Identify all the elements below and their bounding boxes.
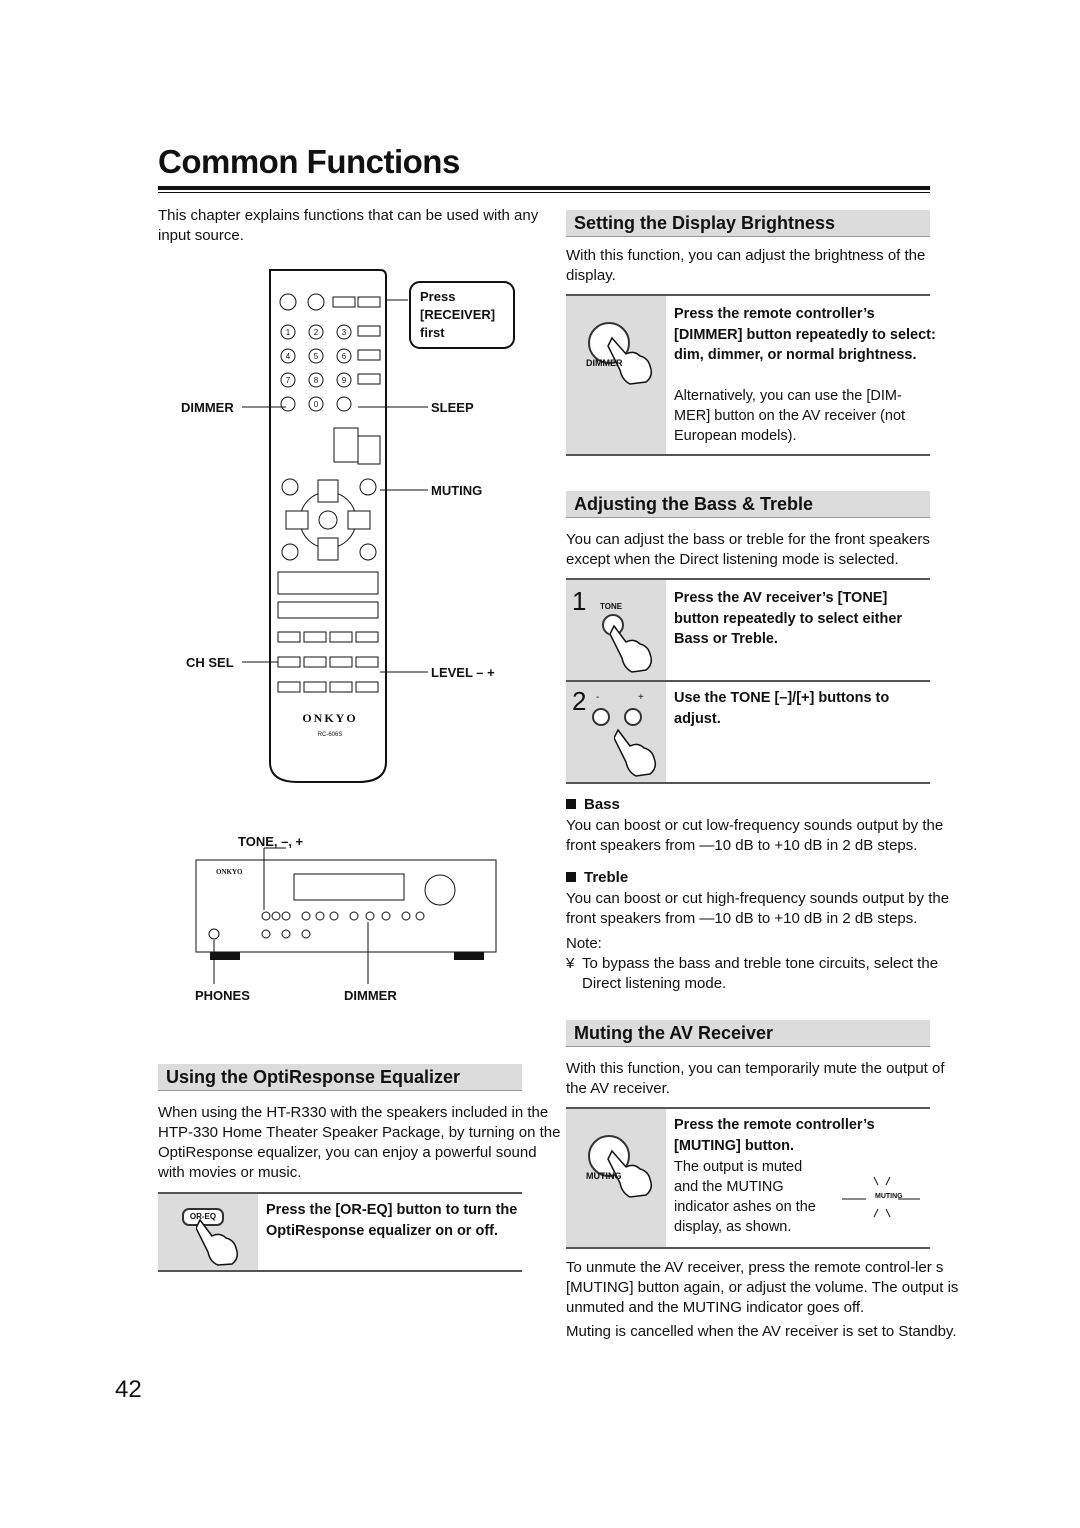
- svg-text:8: 8: [313, 376, 319, 385]
- or-eq-button-illustration: [158, 1194, 258, 1270]
- label-tone: TONE, –, +: [238, 834, 304, 849]
- treble-heading-text: Treble: [584, 869, 629, 886]
- tone-minus-button-icon: [592, 708, 610, 726]
- brightness-step-note: Alternatively, you can use the [DIM-MER] button on the AV receiver (not European models).: [674, 388, 906, 444]
- muting-outro: To unmute the AV receiver, press the remote control-ler s [MUTING] button again, or adjust the volume. The output is unmuted and the MUTING indicator goes off.: [566, 1259, 959, 1316]
- svg-text:9: 9: [341, 376, 347, 385]
- section-heading-brightness: Setting the Display Brightness: [566, 210, 930, 237]
- muting-button-illustration: [566, 1109, 666, 1247]
- pointing-hand-icon: [610, 622, 660, 674]
- svg-text:7: 7: [285, 376, 291, 385]
- svg-text:1: 1: [285, 328, 291, 337]
- brightness-step-instruction: Press the remote controller’s [DIMMER] button repeatedly to select: dim, dimmer, or normal brightness.: [674, 306, 936, 363]
- title-rule: [158, 186, 930, 190]
- bass-heading-text: Bass: [584, 796, 620, 813]
- treble-heading: [566, 869, 628, 886]
- remote-enter-button: [319, 511, 337, 529]
- label-muting: MUTING: [431, 483, 483, 498]
- optiresponse-step: [158, 1192, 522, 1272]
- muting-icon-label: MUTING: [586, 1171, 622, 1181]
- svg-text:6: 6: [341, 352, 347, 361]
- or-eq-button-icon: OR-EQ: [182, 1208, 224, 1226]
- press-line-2: [RECEIVER]: [420, 307, 496, 322]
- press-line-1: Press: [420, 289, 456, 304]
- square-bullet-icon: [566, 799, 576, 809]
- pointing-hand-icon: [196, 1216, 246, 1266]
- label-phones: PHONES: [195, 988, 250, 1003]
- bass-treble-steps: [566, 578, 930, 784]
- svg-text:RC-606S: RC-606S: [317, 732, 343, 738]
- brightness-step: [566, 294, 936, 456]
- label-ch-sel: CH SEL: [186, 655, 234, 670]
- note-heading: Note:: [566, 935, 602, 952]
- page-number: 42: [115, 1376, 142, 1403]
- square-bullet-icon: [566, 872, 576, 882]
- tone-plus-button-icon: [624, 708, 642, 726]
- note-bullet: ¥: [566, 955, 575, 972]
- step-divider: [566, 680, 930, 682]
- remote-on-button: [280, 294, 296, 310]
- press-receiver-callout: [420, 288, 495, 342]
- label-sleep: SLEEP: [431, 400, 474, 415]
- svg-text:ONKYO: ONKYO: [302, 711, 358, 725]
- svg-text:5: 5: [313, 352, 319, 361]
- intro-text: This chapter explains functions that can be used with any input source.: [158, 207, 539, 244]
- remote-dvd-button: [358, 297, 380, 307]
- svg-text:2: 2: [313, 328, 319, 337]
- muting-step-text: The output is muted and the MUTING indicator ashes on the display, as shown.: [674, 1159, 816, 1235]
- section-heading-bass-treble: Adjusting the Bass & Treble: [566, 491, 930, 518]
- note-text: To bypass the bass and treble tone circuits, select the Direct listening mode.: [582, 955, 939, 992]
- muting-standby-note: Muting is cancelled when the AV receiver is set to Standby.: [566, 1323, 957, 1340]
- remote-receiver-button: [333, 297, 355, 307]
- optiresponse-step-instruction: Press the [OR-EQ] button to turn the OptiResponse equalizer on or off.: [266, 1202, 518, 1239]
- label-level: LEVEL – +: [431, 665, 495, 680]
- remote-standby-button: [308, 294, 324, 310]
- title-rule-thin: [158, 192, 930, 193]
- bass-heading: [566, 796, 620, 813]
- step-1-number: 1: [572, 586, 587, 616]
- step-1-instruction: Press the AV receiver’s [TONE] button repeatedly to select either Bass or Treble.: [674, 590, 903, 647]
- svg-text:0: 0: [313, 400, 319, 409]
- section-heading-muting: Muting the AV Receiver: [566, 1020, 930, 1047]
- page-title: Common Functions: [158, 143, 460, 180]
- pointing-hand-icon: [614, 726, 664, 778]
- svg-text:4: 4: [285, 352, 291, 361]
- muting-indicator-label: MUTING: [875, 1193, 903, 1200]
- dimmer-icon-label: DIMMER: [586, 358, 623, 368]
- label-dimmer: DIMMER: [181, 400, 234, 415]
- step-2-number: 2: [572, 686, 587, 716]
- press-line-3: first: [420, 325, 445, 340]
- muting-step-instruction: Press the remote controller’s [MUTING] button.: [674, 1117, 875, 1154]
- muting-intro: With this function, you can temporarily mute the output of the AV receiver.: [566, 1060, 945, 1097]
- dimmer-button-illustration: [566, 296, 666, 454]
- muting-step: [566, 1107, 930, 1249]
- svg-text:ONKYO: ONKYO: [216, 868, 243, 876]
- section-heading-optiresponse: Using the OptiResponse Equalizer: [158, 1064, 522, 1091]
- tone-plus-label: +: [638, 692, 644, 703]
- step-2-instruction: Use the TONE [–]/[+] buttons to adjust.: [674, 690, 890, 727]
- tone-icon-label: TONE: [600, 602, 623, 611]
- tone-minus-label: -: [596, 692, 600, 703]
- remote-illustration: [158, 262, 558, 1022]
- bass-treble-intro: You can adjust the bass or treble for the front speakers except when the Direct listening mode is selected.: [566, 531, 930, 568]
- label-dimmer-unit: DIMMER: [344, 988, 397, 1003]
- svg-text:3: 3: [341, 328, 347, 337]
- optiresponse-intro: When using the HT-R330 with the speakers included in the HTP-330 Home Theater Speaker Package, by turning on the OptiResponse equalizer, you can enjoy a powerful sound with movies or music.: [158, 1104, 561, 1181]
- remote-figure: [158, 262, 558, 1022]
- bass-text: You can boost or cut low-frequency sounds output by the front speakers from —10 dB to +10 dB in 2 dB steps.: [566, 817, 944, 854]
- treble-text: You can boost or cut high-frequency sounds output by the front speakers from —10 dB to +10 dB in 2 dB steps.: [566, 890, 950, 927]
- brightness-intro: With this function, you can adjust the brightness of the display.: [566, 247, 926, 284]
